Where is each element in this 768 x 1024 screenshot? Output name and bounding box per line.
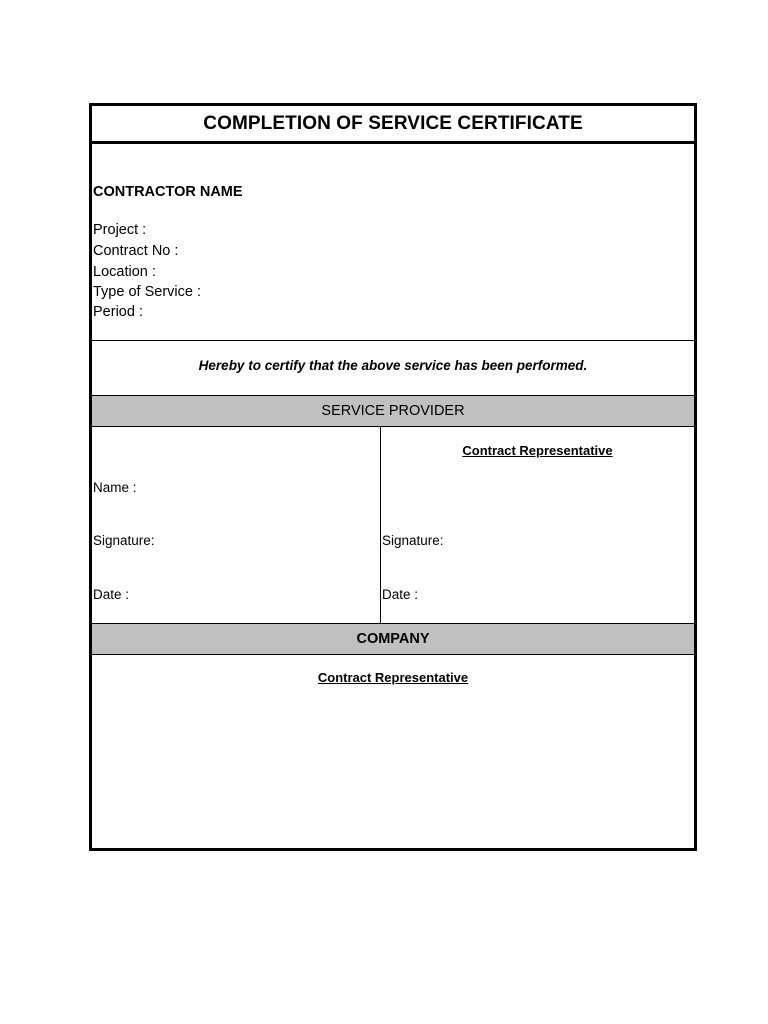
service-provider-heading: SERVICE PROVIDER [92,395,694,427]
contract-no-label: Contract No : [93,243,179,259]
company-contract-representative: Contract Representative [317,670,469,685]
contractor-name-label: CONTRACTOR NAME [93,184,243,200]
project-label: Project : [93,222,147,238]
certificate-frame [89,103,697,851]
certificate-title: COMPLETION OF SERVICE CERTIFICATE [92,106,694,144]
sp-name-label: Name : [93,480,137,495]
period-label: Period : [93,304,143,320]
section-divider [92,340,694,341]
company-heading: COMPANY [92,623,694,655]
sp-signature-label: Signature: [93,533,155,548]
rep-date-label: Date : [382,587,419,602]
location-label: Location : [93,264,156,280]
type-of-service-label: Type of Service : [93,284,201,300]
rep-signature-label: Signature: [382,533,444,548]
sp-date-label: Date : [93,587,130,602]
certify-statement: Hereby to certify that the above service has been performed. [198,358,588,373]
contract-representative-heading: Contract Representative [462,443,613,458]
